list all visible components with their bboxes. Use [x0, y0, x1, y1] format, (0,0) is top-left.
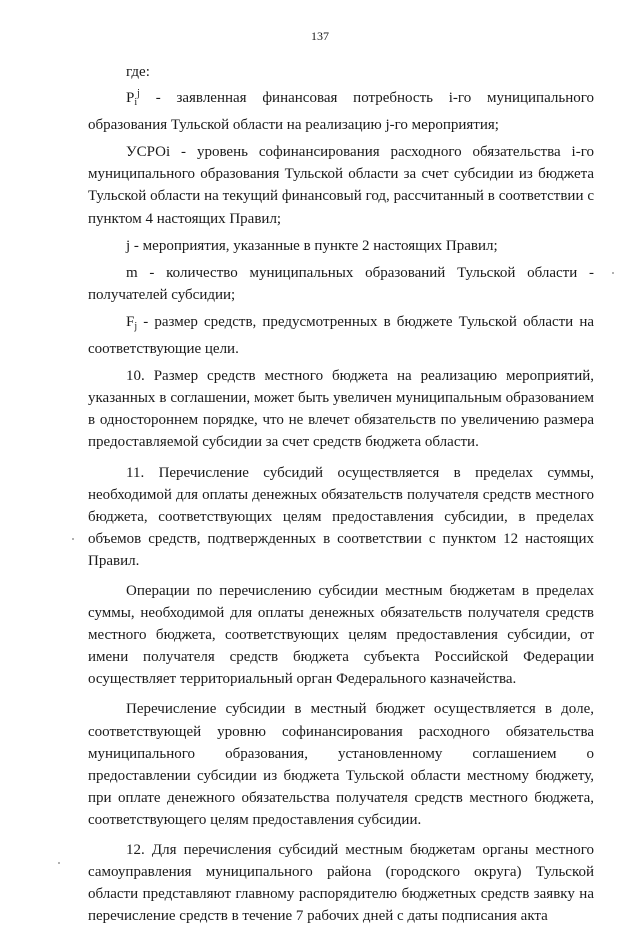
- symbol-f: $F_j$: [126, 313, 138, 332]
- paragraph-j: j - мероприятия, указанные в пункте 2 настоящих Правил;: [126, 237, 498, 254]
- paragraph-10: 10. Размер средств местного бюджета на реализацию мероприятий, указанных в соглашении, может быть увеличен муниципальным образованием в одностороннем порядке, что не влечет обязательств по увеличению размера предоставляемой субсидии за счет средств бюджета области.: [88, 368, 594, 451]
- definition-text: - заявленная финансовая потребность i-го муниципального образования Тульской области на реализацию j-го мероприятия;: [88, 90, 595, 134]
- definition-text: - размер средств, предусмотренных в бюджете Тульской области на соответствующие цели.: [88, 313, 595, 358]
- scan-speck: [612, 272, 614, 274]
- paragraph-f: [88, 311, 594, 360]
- page-number: 137: [311, 29, 329, 43]
- paragraph-m: m - количество муниципальных образований Тульской области - получателей субсидии;: [88, 264, 594, 303]
- paragraph-12: 12. Для перечисления субсидий местным бюджетам органы местного самоуправления муниципального района (городского округа) Тульской области представляют главному распорядителю бюджетных средств заявку на перечисление средств в течение 7 рабочих дней с даты подписания акта: [88, 842, 594, 925]
- paragraph-usro: УСРОi - уровень софинансирования расходного обязательства i-го муниципального образования Тульской области за счет субсидии из бюджета Тульской области на текущий финансовый год, рассчитанный в соответствии с пунктом 4 настоящих Правил;: [88, 144, 594, 227]
- symbol-p: $P_i^j$: [126, 88, 140, 109]
- paragraph-transfer: Перечисление субсидии в местный бюджет осуществляется в доле, соответствующей уровню софинансирования расходного обязательства муниципального образования, установленному соглашением о предоставлении субсидии из бюджета Тульской области местному бюджету, при оплате денежного обязательства получателя средств местного бюджета, соответствующего целям предоставления субсидии.: [88, 701, 594, 828]
- paragraph-p-definition: [88, 83, 594, 136]
- paragraph-where: где:: [126, 64, 150, 80]
- paragraph-11: 11. Перечисление субсидий осуществляется в пределах суммы, необходимой для оплаты денежных обязательств получателя средств местного бюджета, соответствующих целям предоставления субсидии, в пределах объемов средств, подтвержденных в соответствии с пунктом 12 настоящих Правил.: [88, 464, 594, 569]
- paragraph-operations: Операции по перечислению субсидии местным бюджетам в пределах суммы, необходимой для оплаты денежных обязательств получателя средств местного бюджета, соответствующих целям предоставления субсидии, от имени получателя средств бюджета субъекта Российской Федерации осуществляет территориальный орган Федерального казначейства.: [88, 582, 594, 688]
- scan-speck: [72, 538, 74, 540]
- scan-speck: [58, 862, 60, 864]
- document-body: [88, 61, 594, 927]
